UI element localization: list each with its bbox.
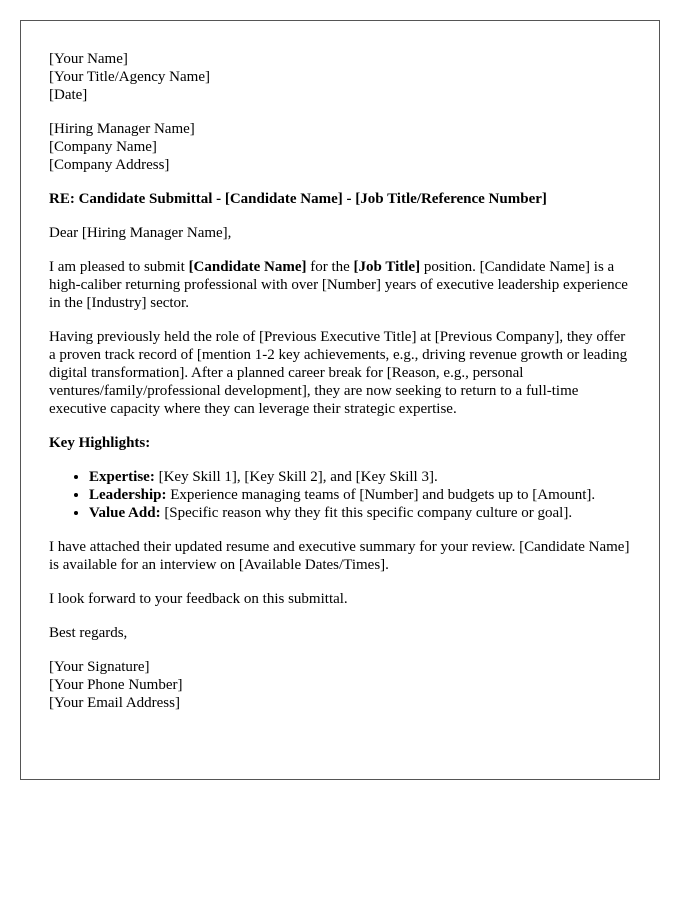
attachment-paragraph: I have attached their updated resume and executive summary for your review. [Candidate Name] is available for an interview on [Available Dates/Times]. xyxy=(49,539,630,573)
subject-line: RE: Candidate Submittal - [Candidate Name] - [Job Title/Reference Number] xyxy=(49,191,547,207)
recipient-block xyxy=(49,120,631,174)
sender-name: [Your Name] xyxy=(49,51,128,67)
recipient-company-address: [Company Address] xyxy=(49,157,170,173)
sender-block xyxy=(49,50,631,104)
highlights-heading: Key Highlights: xyxy=(49,435,151,451)
intro-text-1: I am pleased to submit xyxy=(49,259,189,275)
list-item xyxy=(89,486,631,504)
signoff: Best regards, xyxy=(49,625,128,641)
highlight-label: Expertise: xyxy=(89,469,155,485)
highlights-list xyxy=(49,468,631,522)
intro-job-title: [Job Title] xyxy=(353,259,421,275)
letter-page xyxy=(20,20,660,780)
signature-block xyxy=(49,658,631,712)
intro-candidate-name: [Candidate Name] xyxy=(188,259,307,275)
signature: [Your Signature] xyxy=(49,659,150,675)
highlight-label: Leadership: xyxy=(89,487,167,503)
recipient-company-name: [Company Name] xyxy=(49,139,157,155)
intro-paragraph xyxy=(49,258,631,312)
signature-email: [Your Email Address] xyxy=(49,695,180,711)
salutation: Dear [Hiring Manager Name], xyxy=(49,225,232,241)
recipient-hiring-manager: [Hiring Manager Name] xyxy=(49,121,195,137)
list-item xyxy=(89,468,631,486)
intro-text-2: for the xyxy=(306,259,354,275)
letter-date: [Date] xyxy=(49,87,88,103)
highlight-text: [Specific reason why they fit this specific company culture or goal]. xyxy=(160,505,573,521)
list-item xyxy=(89,504,631,522)
background-paragraph: Having previously held the role of [Previous Executive Title] at [Previous Company], they offer a proven track record of [mention 1-2 key achievements, e.g., driving revenue growth or leading digital transformation]. After a planned career break for [Reason, e.g., personal ventures/family/professional development], they are now seeking to return to a full-time executive capacity where they can leverage their strategic expertise. xyxy=(49,329,628,417)
intro-text-3: position. [Candidate Name] is a high-caliber returning professional with over [Number] years of executive leadership experience in the [Industry] sector. xyxy=(49,259,628,311)
highlight-text: [Key Skill 1], [Key Skill 2], and [Key Skill 3]. xyxy=(154,469,438,485)
closing-line: I look forward to your feedback on this submittal. xyxy=(49,591,348,607)
highlight-label: Value Add: xyxy=(89,505,161,521)
signature-phone: [Your Phone Number] xyxy=(49,677,183,693)
highlight-text: Experience managing teams of [Number] and budgets up to [Amount]. xyxy=(166,487,596,503)
sender-title-agency: [Your Title/Agency Name] xyxy=(49,69,210,85)
